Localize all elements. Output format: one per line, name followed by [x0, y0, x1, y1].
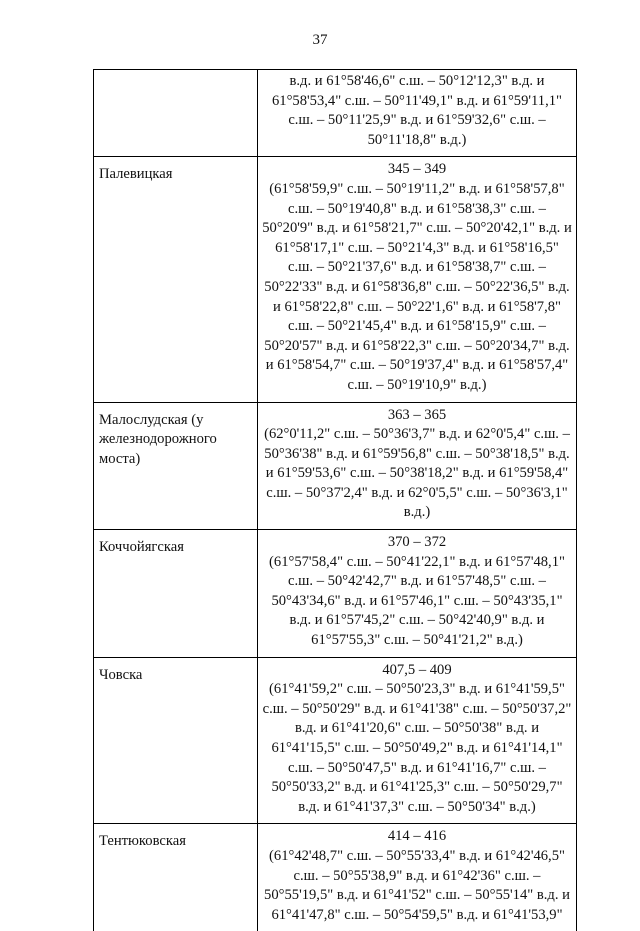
km-range: 345 – 349	[387, 161, 447, 178]
table-row	[94, 530, 577, 658]
site-name: Палевицкая	[99, 166, 173, 183]
coordinates-text: (61°41'59,2" с.ш. – 50°50'23,3" в.д. и 61°41'59,5" с.ш. – 50°50'29" в.д. и 61°41'38" с.ш. – 50°50'37,2" в.д. и 61°41'20,6" с.ш. – 50°50'38" в.д. и 61°41'15,5" с.ш. – 50°50'49,2" в.д. и 61°41'14,1" с.ш. – 50°50'47,5" в.д. и 61°41'16,7" с.ш. – 50°50'33,2" в.д. и 61°41'25,3" с.ш. – 50°50'29,7" в.д. и 61°41'37,3" с.ш. – 50°50'34" в.д.)	[262, 681, 572, 815]
site-name: Човска	[99, 666, 143, 683]
coordinates-text: (62°0'11,2" с.ш. – 50°36'3,7" в.д. и 62°0'5,4" с.ш. – 50°36'38" в.д. и 61°59'56,8" с.ш. – 50°38'18,5" в.д. и 61°59'53,6" с.ш. – 50°38'18,2" в.д. и 61°59'58,4" с.ш. – 50°37'2,4" в.д. и 62°0'5,5" с.ш. – 50°36'3,1" в.д.)	[264, 426, 570, 521]
table-row	[94, 70, 577, 157]
coordinates-text: (61°57'58,4" с.ш. – 50°41'22,1" в.д. и 61°57'48,1" с.ш. – 50°42'42,7" в.д. и 61°57'48,5" с.ш. – 50°43'34,6" в.д. и 61°57'46,1" с.ш. – 50°43'35,1" в.д. и 61°57'45,2" с.ш. – 50°42'40,9" в.д. и 61°57'55,3" с.ш. – 50°41'21,2" в.д.)	[269, 553, 565, 649]
coords-cell	[258, 824, 577, 931]
table-row	[94, 402, 577, 530]
reserve-table	[93, 69, 577, 931]
site-name-cell	[94, 70, 258, 157]
coords-cell	[258, 657, 577, 824]
coordinates-text: в.д. и 61°58'46,6" с.ш. – 50°12'12,3" в.д. и 61°58'53,4" с.ш. – 50°11'49,1" в.д. и 61°59'11,1" с.ш. – 50°11'25,9" в.д. и 61°59'32,6" с.ш. – 50°11'18,8" в.д.)	[272, 73, 562, 148]
site-name: Коччойягская	[99, 539, 184, 556]
site-name-cell	[94, 530, 258, 658]
site-name-cell	[94, 157, 258, 402]
km-range: 407,5 – 409	[382, 661, 452, 678]
coords-cell	[258, 157, 577, 402]
table-row	[94, 157, 577, 402]
km-range: 370 – 372	[387, 534, 447, 551]
table-row	[94, 657, 577, 824]
coords-cell	[258, 530, 577, 658]
coordinates-text: (61°58'59,9" с.ш. – 50°19'11,2" в.д. и 61°58'57,8" с.ш. – 50°19'40,8" в.д. и 61°58'38,3" с.ш. – 50°20'9" в.д. и 61°58'21,7" с.ш. – 50°20'42,1" в.д. и 61°58'17,1" с.ш. – 50°21'4,3" в.д. и 61°58'16,5" с.ш. – 50°21'37,6" в.д. и 61°58'38,7" с.ш. – 50°22'33" в.д. и 61°58'36,8" с.ш. – 50°22'36,5" в.д. и 61°58'22,8" с.ш. – 50°22'1,6" в.д. и 61°58'7,8" с.ш. – 50°21'45,4" в.д. и 61°58'15,9" с.ш. – 50°20'57" в.д. и 61°58'22,3" с.ш. – 50°20'34,7" в.д. и 61°58'54,7" с.ш. – 50°19'37,4" в.д. и 61°58'57,4" с.ш. – 50°19'10,9" в.д.)	[262, 180, 572, 393]
site-name: Малослудская (у железнодорожного моста)	[99, 411, 217, 467]
km-range: 414 – 416	[387, 828, 447, 845]
coordinates-text: (61°42'48,7" с.ш. – 50°55'33,4" в.д. и 61°42'46,5" с.ш. – 50°55'38,9" в.д. и 61°42'36" с.ш. – 50°55'19,5" в.д. и 61°41'52" с.ш. – 50°55'14" в.д. и 61°41'47,8" с.ш. – 50°54'59,5" в.д. и 61°41'53,9"	[264, 847, 570, 923]
coords-cell	[258, 402, 577, 530]
page-number: 37	[312, 32, 328, 48]
site-name-cell	[94, 824, 258, 931]
km-range: 363 – 365	[387, 406, 447, 423]
coords-cell	[258, 70, 577, 157]
site-name-cell	[94, 402, 258, 530]
site-name-cell	[94, 657, 258, 824]
table-row	[94, 824, 577, 931]
site-name: Тентюковская	[99, 833, 186, 850]
